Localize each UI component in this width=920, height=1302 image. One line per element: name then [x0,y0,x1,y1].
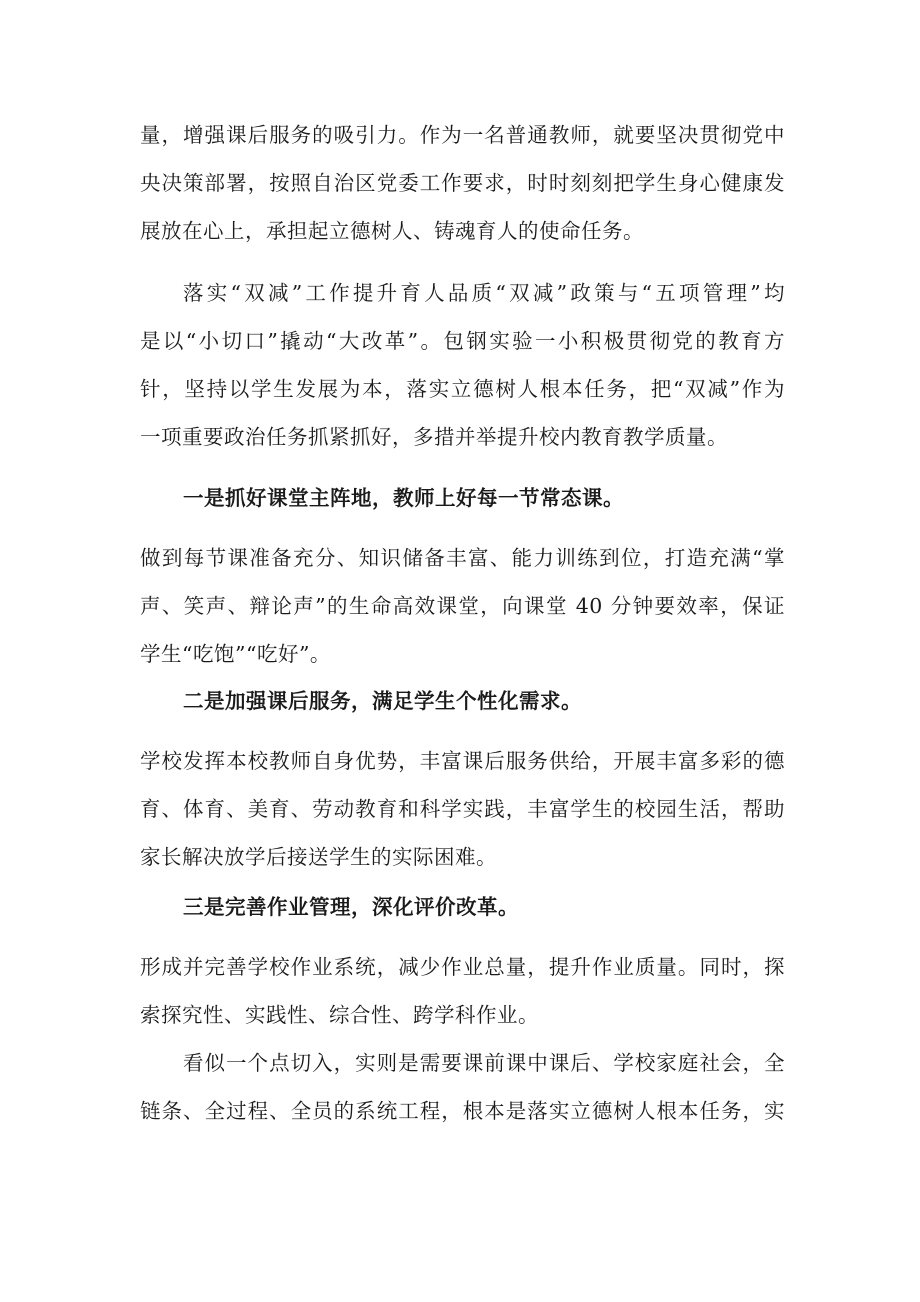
paragraph-line: 展放在心上，承担起立德树人、铸魂育人的使命任务。 [140,219,644,243]
paragraph-line: 一项重要政治任务抓紧抓好，多措并举提升校内教育教学质量。 [140,425,728,449]
paragraph-line: 学校发挥本校教师自身优势，丰富课后服务供给，开展丰富多彩的德 [140,749,785,773]
paragraph-line: 是以“小切口”撬动“大改革”。包钢实验一小积极贯彻党的教育方 [140,329,785,353]
paragraph-line: 量，增强课后服务的吸引力。作为一名普通教师，就要坚决贯彻党中 [140,123,785,147]
paragraph-line: 家长解决放学后接送学生的实际困难。 [140,845,497,869]
paragraph-line: 针，坚持以学生发展为本，落实立德树人根本任务，把“双减”作为 [140,377,785,401]
paragraph-line: 索探究性、实践性、综合性、跨学科作业。 [140,1003,539,1027]
section-heading-3: 三是完善作业管理，深化评价改革。 [183,895,519,919]
section-heading-2: 二是加强课后服务，满足学生个性化需求。 [183,689,582,713]
paragraph-line: 育、体育、美育、劳动教育和科学实践，丰富学生的校园生活，帮助 [140,797,785,821]
paragraph-line: 做到每节课准备充分、知识储备丰富、能力训练到位，打造充满“掌 [140,546,785,570]
paragraph-line: 声、笑声、辩论声”的生命高效课堂，向课堂 40 分钟要效率，保证 [140,594,785,618]
paragraph-line: 学生“吃饱”“吃好”。 [140,642,331,666]
section-heading-1: 一是抓好课堂主阵地，教师上好每一节常态课。 [183,486,624,510]
paragraph-line: 落实“双减”工作提升育人品质“双减”政策与“五项管理”均 [183,281,785,305]
paragraph-line: 形成并完善学校作业系统，减少作业总量，提升作业质量。同时，探 [140,955,785,979]
paragraph-line: 链条、全过程、全员的系统工程，根本是落实立德树人根本任务，实 [140,1099,785,1123]
paragraph-line: 央决策部署，按照自治区党委工作要求，时时刻刻把学生身心健康发 [140,171,785,195]
paragraph-line: 看似一个点切入，实则是需要课前课中课后、学校家庭社会，全 [183,1051,785,1075]
